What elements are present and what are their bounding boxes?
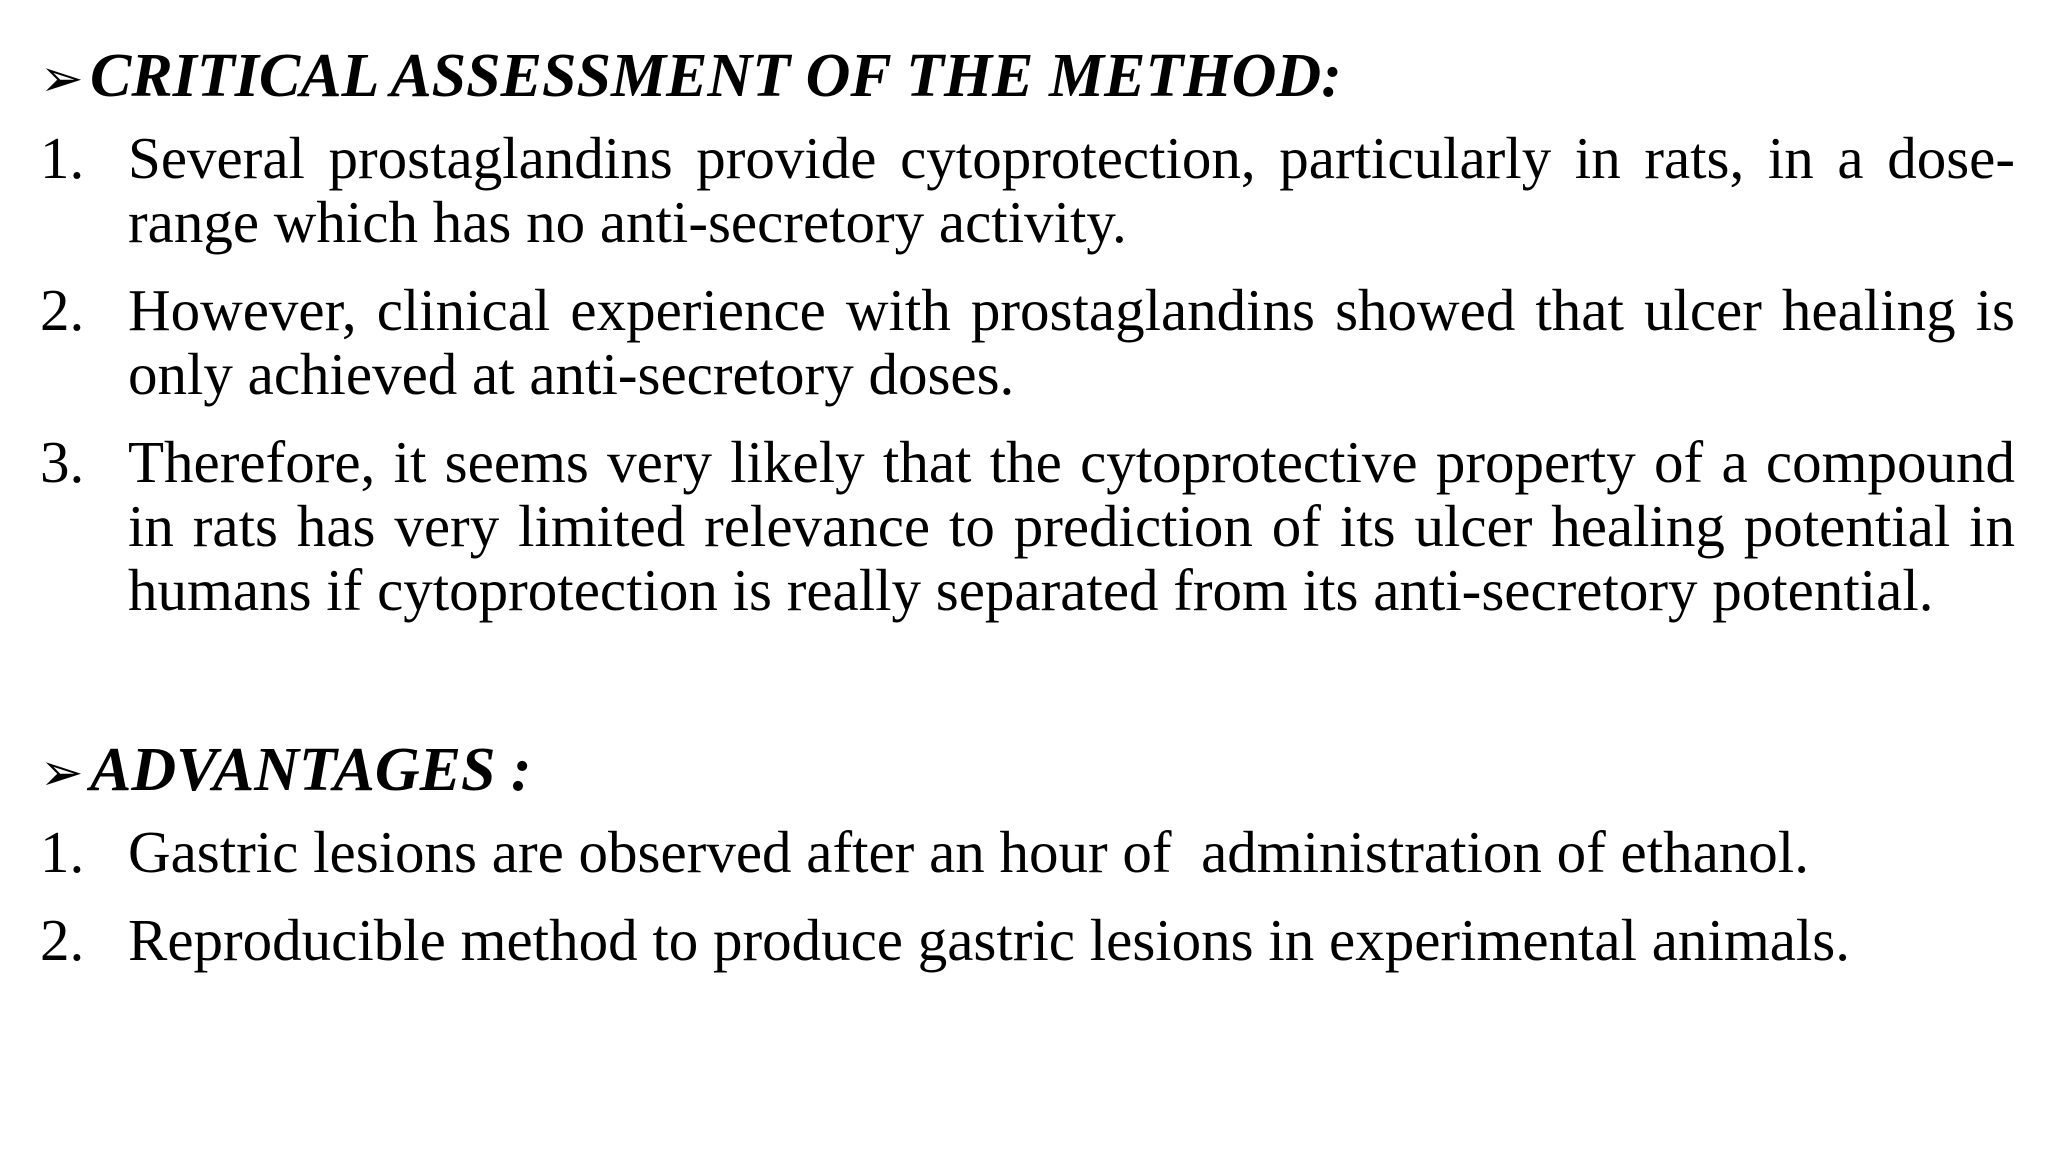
item-number: 2. bbox=[40, 277, 85, 343]
arrow-bullet-icon: ➢ bbox=[40, 49, 84, 109]
item-text: Gastric lesions are observed after an hour of administration of ethanol. bbox=[128, 819, 1809, 885]
item-number: 1. bbox=[40, 125, 85, 191]
arrow-bullet-icon: ➢ bbox=[40, 743, 84, 803]
list-item bbox=[40, 908, 2015, 972]
section-heading-advantages bbox=[40, 734, 532, 809]
advantages-list bbox=[40, 820, 2015, 996]
item-number: 1. bbox=[40, 819, 85, 885]
list-item bbox=[40, 278, 2015, 406]
section-heading-critical-assessment bbox=[40, 40, 1342, 115]
list-item bbox=[40, 126, 2015, 254]
heading-text: ADVANTAGES : bbox=[90, 736, 532, 804]
item-text: However, clinical experience with prostaglandins showed that ulcer healing is only achieved at anti-secretory doses. bbox=[128, 277, 2015, 407]
list-item bbox=[40, 820, 2015, 884]
item-number: 2. bbox=[40, 907, 85, 973]
critical-assessment-list bbox=[40, 126, 2015, 646]
item-text: Several prostaglandins provide cytoprotection, particularly in rats, in a dose-range which has no anti-secretory activity. bbox=[128, 125, 2015, 255]
item-number: 3. bbox=[40, 429, 85, 495]
item-text: Reproducible method to produce gastric lesions in experimental animals. bbox=[128, 907, 1851, 973]
item-text: Therefore, it seems very likely that the cytoprotective property of a compound in rats has very limited relevance to prediction of its ulcer healing potential in humans if cytoprotection is really separated from its anti-secretory potential. bbox=[128, 429, 2015, 623]
list-item bbox=[40, 430, 2015, 622]
heading-text: CRITICAL ASSESSMENT OF THE METHOD: bbox=[90, 42, 1342, 110]
